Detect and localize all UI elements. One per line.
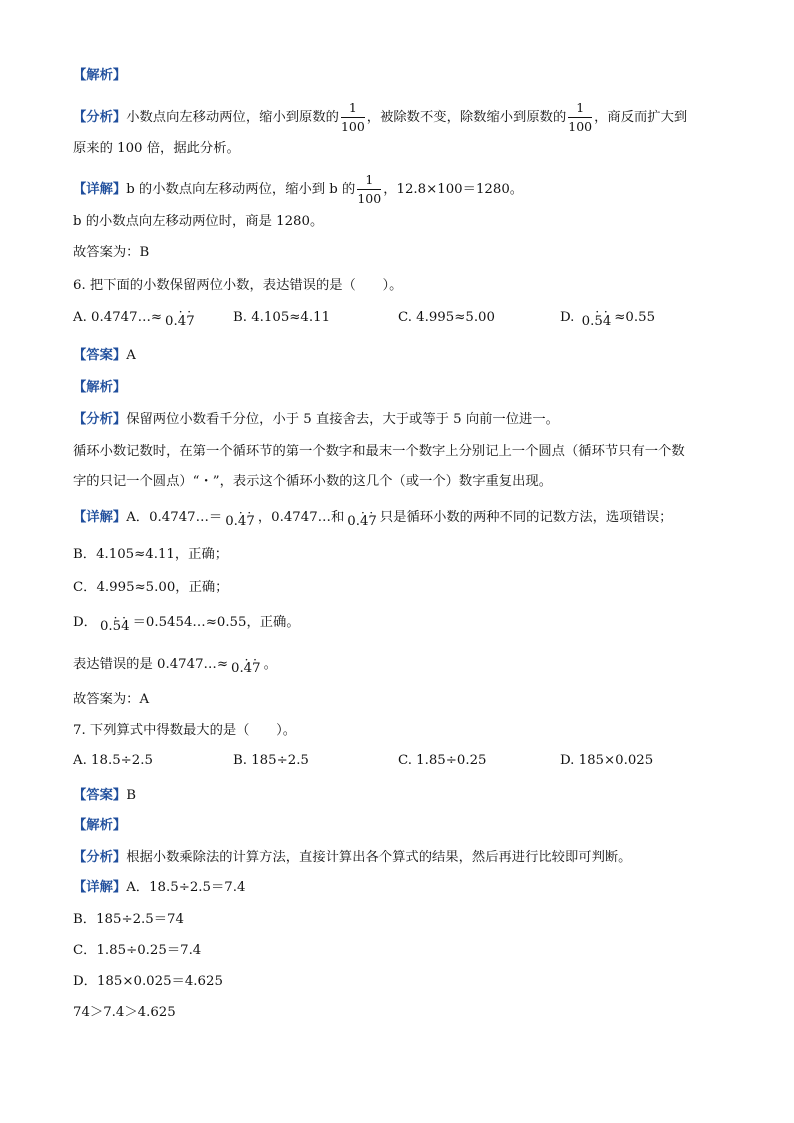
fraction-1-100: $\frac{1}{100}$	[340, 100, 365, 134]
detail-7-d: D．185×0.025＝4.625	[73, 974, 223, 989]
q7-option-b: B. 185÷2.5	[233, 753, 309, 768]
q7-option-d: D. 185×0.025	[560, 753, 654, 768]
detail-6-b: B．4.105≈4.11，正确；	[73, 547, 229, 562]
detail-line-2: b 的小数点向左移动两位时，商是 1280。	[73, 214, 324, 229]
detail-6-d: D． 0.· 5· 4 ＝0.5454…≈0.55，正确。	[73, 613, 300, 637]
repeating-decimal: 0.· 4· 7	[165, 314, 195, 329]
fraction-1-100: $\frac{1}{100}$	[568, 100, 593, 134]
fraction-1-100: $\frac{1}{100}$	[357, 172, 382, 206]
detail-line-1: 【详解】b 的小数点向左移动两位，缩小到 b 的 $\frac{1}{100}$ ，12.8×100＝1280。	[73, 172, 524, 206]
analysis-7: 【分析】根据小数乘除法的计算方法，直接计算出各个算式的结果，然后再进行比较即可判断。	[73, 850, 632, 865]
q7-option-a: A. 18.5÷2.5	[73, 753, 153, 768]
repeating-decimal: 0.· 4· 7	[225, 512, 255, 532]
detail-7-a: 【详解】A．18.5÷2.5＝7.4	[73, 880, 246, 895]
question-6: 6. 把下面的小数保留两位小数，表达错误的是（ ）。	[73, 278, 403, 293]
answer-tag-7: 【答案】B	[73, 788, 136, 803]
section-jiexi-3: 【解析】	[73, 818, 127, 833]
q7-option-c: C. 1.85÷0.25	[398, 753, 487, 768]
answer-5: 故答案为：B	[73, 245, 150, 260]
detail-6-a: 【详解】A．0.4747…＝ 0.· 4· 7 ，0.4747…和 0.· 4· 7 只是循环小数的两种不同的记数方法，选项错误；	[73, 508, 672, 532]
answer-6: 故答案为：A	[73, 692, 150, 707]
conclusion-6: 表达错误的是 0.4747…≈ 0.· 4· 7 。	[73, 655, 277, 679]
cycle-note-1: 循环小数记数时，在第一个循环节的第一个数字和最末一个数字上分别记上一个圆点（循环节只有一个数	[73, 444, 685, 459]
question-7: 7. 下列算式中得数最大的是（ ）。	[73, 723, 297, 738]
answer-tag-6: 【答案】A	[73, 348, 136, 363]
repeating-decimal: 0.· 4· 7	[231, 659, 261, 679]
repeating-decimal: 0.· 5· 4	[582, 314, 612, 329]
analysis-6: 【分析】保留两位小数看千分位，小于 5 直接舍去，大于或等于 5 向前一位进一。	[73, 412, 559, 427]
section-jiexi: 【解析】	[73, 68, 127, 83]
analysis-line-1: 【分析】小数点向左移动两位，缩小到原数的 $\frac{1}{100}$ ，被除数不变，除数缩小到原数的 $\frac{1}{100}$ ，商反而扩大到	[73, 100, 688, 134]
repeating-decimal: 0.· 4· 7	[347, 512, 377, 532]
section-jiexi-2: 【解析】	[73, 380, 127, 395]
detail-7-c: C．1.85÷0.25＝7.4	[73, 943, 202, 958]
repeating-decimal: 0.· 5· 4	[100, 617, 130, 637]
analysis-line-2: 原来的 100 倍，据此分析。	[73, 141, 240, 156]
q6-option-b: B. 4.105≈4.11	[233, 310, 331, 325]
q6-option-d: D. 0.· 5· 4 ≈0.55	[560, 310, 655, 329]
cycle-note-2: 字的只记一个圆点）“・”，表示这个循环小数的这几个（或一个）数字重复出现。	[73, 474, 552, 489]
q6-option-a: A. 0.4747…≈ 0.· 4· 7	[73, 310, 198, 329]
detail-6-c: C．4.995≈5.00，正确；	[73, 580, 229, 595]
comparison-7: 74＞7.4＞4.625	[73, 1005, 176, 1020]
detail-7-b: B．185÷2.5＝74	[73, 912, 184, 927]
q6-option-c: C. 4.995≈5.00	[398, 310, 495, 325]
